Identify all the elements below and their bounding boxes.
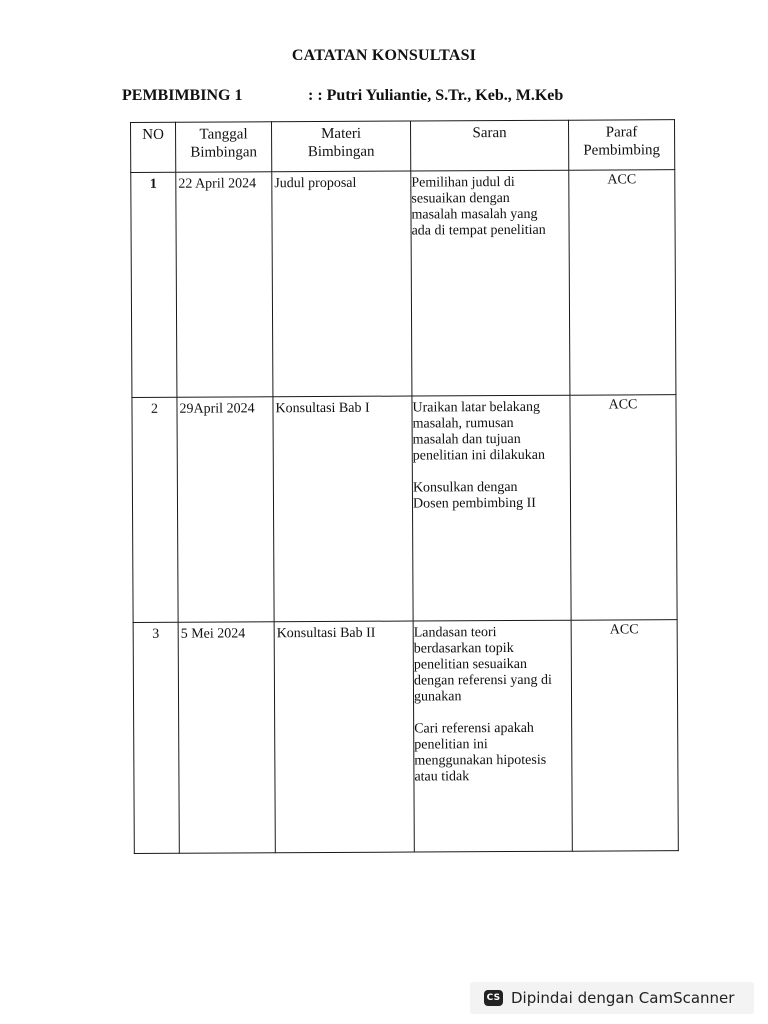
row-date: 29April 2024 xyxy=(177,397,274,622)
table-row xyxy=(133,620,678,854)
watermark-text: Dipindai dengan CamScanner xyxy=(511,989,735,1007)
saran-paragraph: Uraikan latar belakang masalah, rumusan masalah dan tujuan penelitian ini dilakukan xyxy=(412,399,545,464)
row-paraf: ACC xyxy=(570,395,677,621)
row-materi: Konsultasi Bab I xyxy=(273,396,413,622)
camscanner-watermark xyxy=(470,982,754,1014)
row-no: 2 xyxy=(132,397,178,622)
row-saran xyxy=(411,170,570,396)
supervisor-line xyxy=(122,87,563,105)
header-saran: Saran xyxy=(410,120,568,171)
row-paraf: ACC xyxy=(571,620,678,852)
saran-paragraph: Konsulkan dengan Dosen pembimbing II xyxy=(412,479,536,512)
row-saran xyxy=(412,395,571,621)
header-paraf: Paraf Pembimbing xyxy=(568,120,674,171)
consultation-table xyxy=(130,119,679,854)
row-paraf: ACC xyxy=(569,170,676,396)
row-saran xyxy=(413,620,572,852)
document-title: CATATAN KONSULTASI xyxy=(291,47,477,64)
row-date: 5 Mei 2024 xyxy=(178,622,275,853)
header-date: Tanggal Bimbingan xyxy=(176,122,272,173)
saran-paragraph: Landasan teori berdasarkan topik penelitian sesuaikan dengan referensi yang di gunakan xyxy=(413,625,552,705)
saran-paragraph: Cari referensi apakah penelitian ini menggunakan hipotesis atau tidak xyxy=(414,720,547,785)
camscanner-icon: CS xyxy=(484,990,503,1006)
row-no: 1 xyxy=(131,172,177,397)
header-materi: Materi Bimbingan xyxy=(272,121,411,172)
saran-paragraph: Pemilihan judul di sesuaikan dengan masalah masalah yang ada di tempat penelitian xyxy=(411,174,546,239)
row-date: 22 April 2024 xyxy=(176,172,273,397)
table-header-row xyxy=(131,120,675,173)
row-materi: Konsultasi Bab II xyxy=(274,621,414,853)
table-row xyxy=(131,170,676,398)
supervisor-label: PEMBIMBING 1 xyxy=(122,87,243,104)
consultation-table-wrapper xyxy=(130,119,678,854)
header-no: NO xyxy=(131,122,176,172)
row-no: 3 xyxy=(133,622,179,853)
row-materi: Judul proposal xyxy=(272,171,412,397)
supervisor-name: : : Putri Yuliantie, S.Tr., Keb., M.Keb xyxy=(308,87,564,104)
table-row xyxy=(132,395,677,623)
